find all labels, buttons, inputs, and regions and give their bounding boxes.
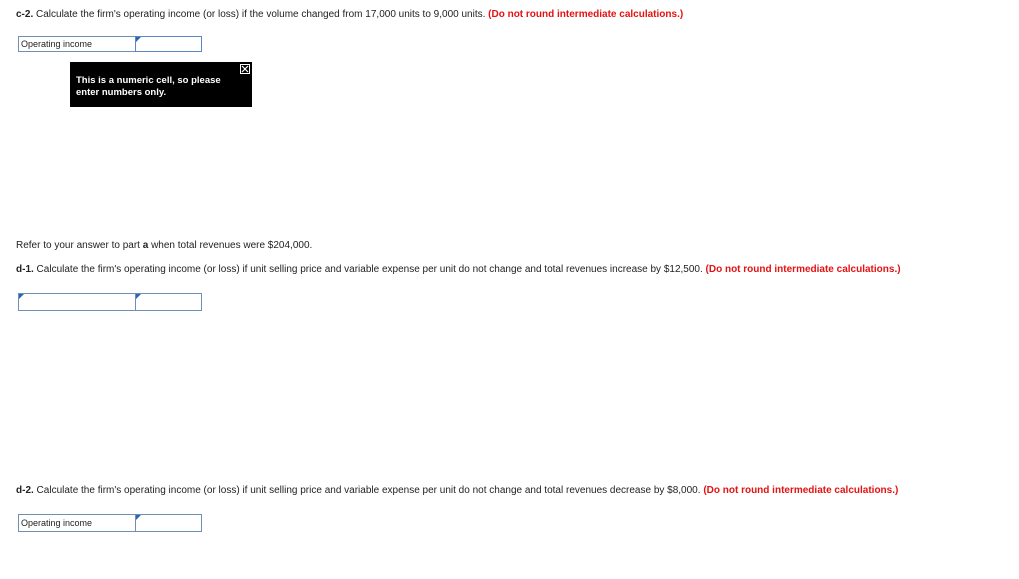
operating-income-input-d1[interactable] <box>136 294 201 310</box>
question-d2 <box>16 485 898 496</box>
question-c2-number: c-2. <box>16 9 34 20</box>
answer-row-c2 <box>18 36 202 52</box>
refer-note-after: when total revenues were $204,000. <box>148 240 313 251</box>
answer-row-c2-label-text: Operating income <box>21 39 93 49</box>
tooltip-message: This is a numeric cell, so please enter numbers only. <box>76 75 221 98</box>
question-c2-text: Calculate the firm's operating income (or loss) if the volume changed from 17,000 units to 9,000 units. <box>33 9 489 20</box>
question-d1-warning: (Do not round intermediate calculations.) <box>705 264 901 275</box>
question-c2-warning: (Do not round intermediate calculations.) <box>488 9 684 20</box>
question-d2-number: d-2. <box>16 485 34 496</box>
close-icon[interactable] <box>240 64 250 74</box>
answer-row-d1-label[interactable] <box>19 294 136 310</box>
numeric-cell-tooltip <box>70 62 252 107</box>
question-d2-warning: (Do not round intermediate calculations.) <box>703 485 899 496</box>
operating-income-input-c2[interactable] <box>136 37 201 51</box>
flag-icon <box>136 37 141 42</box>
answer-row-d2 <box>18 514 202 532</box>
question-d1-text: Calculate the firm's operating income (or loss) if unit selling price and variable expense per unit do not change and total revenues increase by $12,500. <box>33 264 706 275</box>
refer-note-part: a <box>142 240 149 251</box>
flag-icon <box>136 515 141 520</box>
refer-note-before: Refer to your answer to part <box>16 240 143 251</box>
question-d1-number: d-1. <box>16 264 34 275</box>
refer-note <box>16 240 312 251</box>
question-c2 <box>16 9 683 20</box>
answer-row-d2-label <box>19 515 136 531</box>
operating-income-input-d2[interactable] <box>136 515 201 531</box>
answer-row-c2-label <box>19 37 136 51</box>
question-d1 <box>16 264 901 275</box>
answer-row-d1 <box>18 293 202 311</box>
flag-icon <box>136 294 141 299</box>
flag-icon <box>19 294 24 299</box>
question-d2-text: Calculate the firm's operating income (or loss) if unit selling price and variable expense per unit do not change and total revenues decrease by $8,000. <box>33 485 704 496</box>
answer-row-d2-label-text: Operating income <box>21 518 93 528</box>
